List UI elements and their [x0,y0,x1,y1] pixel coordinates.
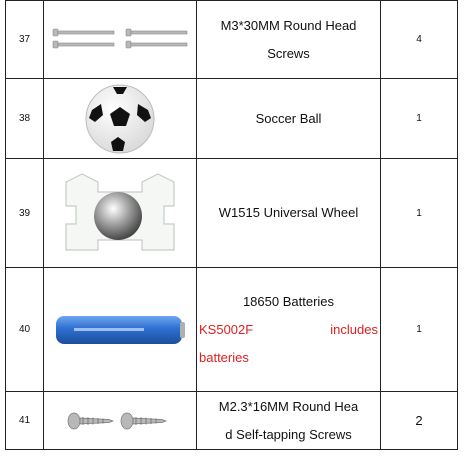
table-row [6,159,458,268]
item-number: 39 [6,159,44,268]
soccer-ball-image [44,79,197,159]
item-name: M2.3*16MM Round Hea d Self-tapping Screws [197,392,381,450]
item-name: M3*30MM Round Head Screws [197,1,381,79]
item-number: 37 [6,1,44,79]
screws-icon [50,25,190,55]
self-tapping-screw-icon [65,407,175,435]
battery-image [44,268,197,392]
table-row [6,392,458,450]
item-number: 40 [6,268,44,392]
item-name: Soccer Ball [197,79,381,159]
item-quantity: 2 [381,392,458,450]
soccer-ball-icon [83,82,157,156]
item-name: 18650 Batteries KS5002F includes batteries [197,268,381,392]
universal-wheel-image [44,159,197,268]
battery-icon [52,310,188,350]
table-row [6,79,458,159]
table-row [6,1,458,79]
battery-note: KS5002F includes [199,321,378,337]
item-quantity: 4 [381,1,458,79]
screws-image [44,1,197,79]
item-number: 38 [6,79,44,159]
item-number: 41 [6,392,44,450]
table-row [6,268,458,392]
item-quantity: 1 [381,159,458,268]
item-name: W1515 Universal Wheel [197,159,381,268]
universal-wheel-icon [60,168,180,258]
item-quantity: 1 [381,79,458,159]
item-quantity: 1 [381,268,458,392]
parts-table [5,0,458,450]
self-tapping-screws-image [44,392,197,450]
